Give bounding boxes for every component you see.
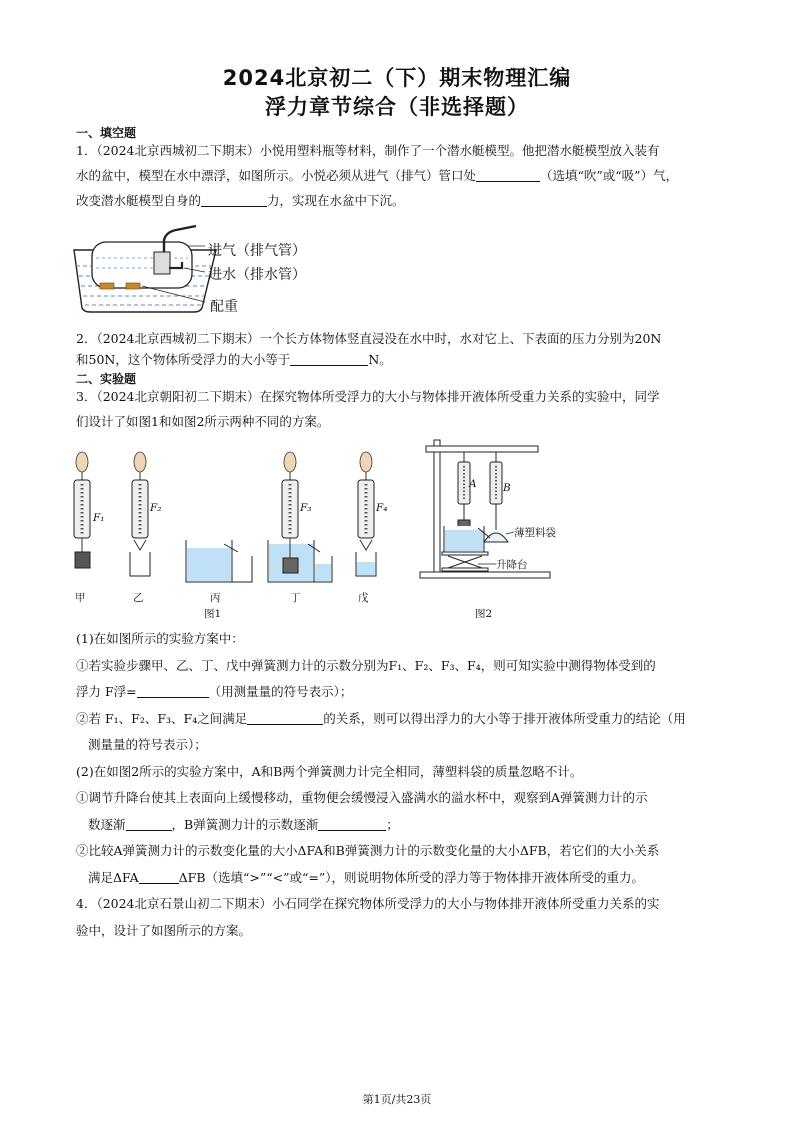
question-2: 2．（2024北京西城初二下期末）一个长方体物体竖直浸没在水中时，水对它上、下表面的压力分别为20N 和50N，这个物体所受浮力的大小等于 N。 <box>76 331 662 367</box>
step-ding-meter <box>268 452 332 582</box>
question-1: 1．（2024北京西城初二下期末）小悦用塑料瓶等材料，制作了一个潜水艇模型。他把潜水艇模型放入装有 水的盆中，模型在水中漂浮，如图所示。小悦必须从进气（排气）管口处 （选填“吹”或“吸”）气， 改变潜水艇模型自身的 力，实现在水盆中下沉。 <box>76 143 679 208</box>
force-label-f4: F₄ <box>376 502 388 514</box>
question-3-intro: 3．（2024北京朝阳初二下期末）在探究物体所受浮力的大小与物体排开液体所受重力关系的实验中，同学 们设计了如图1和如图2所示两种不同的方案。 <box>76 389 660 429</box>
step-label-jia: 甲 <box>75 592 86 604</box>
answer-blank[interactable] <box>201 193 267 207</box>
figure-2-caption: 图2 <box>475 608 493 620</box>
page-number: 第1页/共23页 <box>362 1093 432 1106</box>
answer-blank[interactable] <box>247 711 323 725</box>
step-label-wu: 戊 <box>358 592 369 604</box>
label-water-pipe: 进水（排水管） <box>208 267 306 283</box>
answer-blank[interactable] <box>126 817 172 831</box>
section-heading-fill: 一、填空题 <box>76 126 137 140</box>
label-lift-platform: 升降台 <box>496 559 528 571</box>
answer-blank[interactable] <box>137 684 209 698</box>
document-subtitle: 浮力章节综合（非选择题） <box>265 95 529 119</box>
figure-1-caption: 图1 <box>204 608 222 620</box>
section-heading-experiment: 二、实验题 <box>76 372 137 386</box>
step-label-yi: 乙 <box>133 592 144 604</box>
figure-1-steps <box>68 448 398 588</box>
step-label-ding: 丁 <box>290 592 301 604</box>
meter-label-a: A <box>469 478 477 490</box>
label-counterweight: 配重 <box>210 299 238 315</box>
answer-blank[interactable] <box>318 817 386 831</box>
answer-blank[interactable] <box>139 870 179 884</box>
step-wu-meter <box>356 452 376 576</box>
force-label-f3: F₃ <box>300 502 312 514</box>
answer-blank[interactable] <box>476 168 540 182</box>
force-label-f2: F₂ <box>150 502 162 514</box>
meter-label-b: B <box>503 482 511 494</box>
step-bing-cups <box>186 540 252 582</box>
label-gas-pipe: 进气（排气管） <box>208 243 306 259</box>
document-title: 2024北京初二（下）期末物理汇编 <box>222 66 572 90</box>
force-label-f1: F₁ <box>93 512 105 524</box>
label-plastic-bag: 薄塑料袋 <box>514 527 556 539</box>
step-yi-meter <box>130 452 150 576</box>
answer-blank[interactable] <box>290 352 368 366</box>
question-3-body: (1)在如图所示的实验方案中： ①若实验步骤甲、乙、丁、戊中弹簧测力计的示数分别为F₁、F₂、F₃、F₄，则可知实验中测得物体受到的 浮力 F浮= （用测量量的符号表示）； ②若 F₁、F₂、F₃、F₄之间满足 的关系，则可以得出浮力的大小等于排开液体所受重力的结论（用 测量量的符号表示）； (2)在如图2所示的实验方案中，A和B两个弹簧测力计完全相同，薄塑料袋的质量忽略不计。 ①调节升降台使其上表面向上缓慢移动，重物便会缓慢浸入盛满水的溢水杯中，观察到A弹簧测力计的示 数逐渐 ，B弹簧测力计的示数逐渐 ； ②比较A弹簧测力计的示数变化量的大小ΔFA和B弹簧测力计的示数变化量的大小ΔFB，若它们的大小关系 满足ΔFA ΔFB（选填“>”“<”或“=”），则说明物体所受的浮力等于物体排开液体所受的重力。 4．（2024北京石景山初二下期末）小石同学在探究物体所受浮力的大小与物体排开液体所受重力关系的实 验中，设计了如图所示的方案。 <box>76 631 686 938</box>
step-label-bing: 丙 <box>210 592 221 604</box>
step-jia-meter <box>74 452 90 568</box>
